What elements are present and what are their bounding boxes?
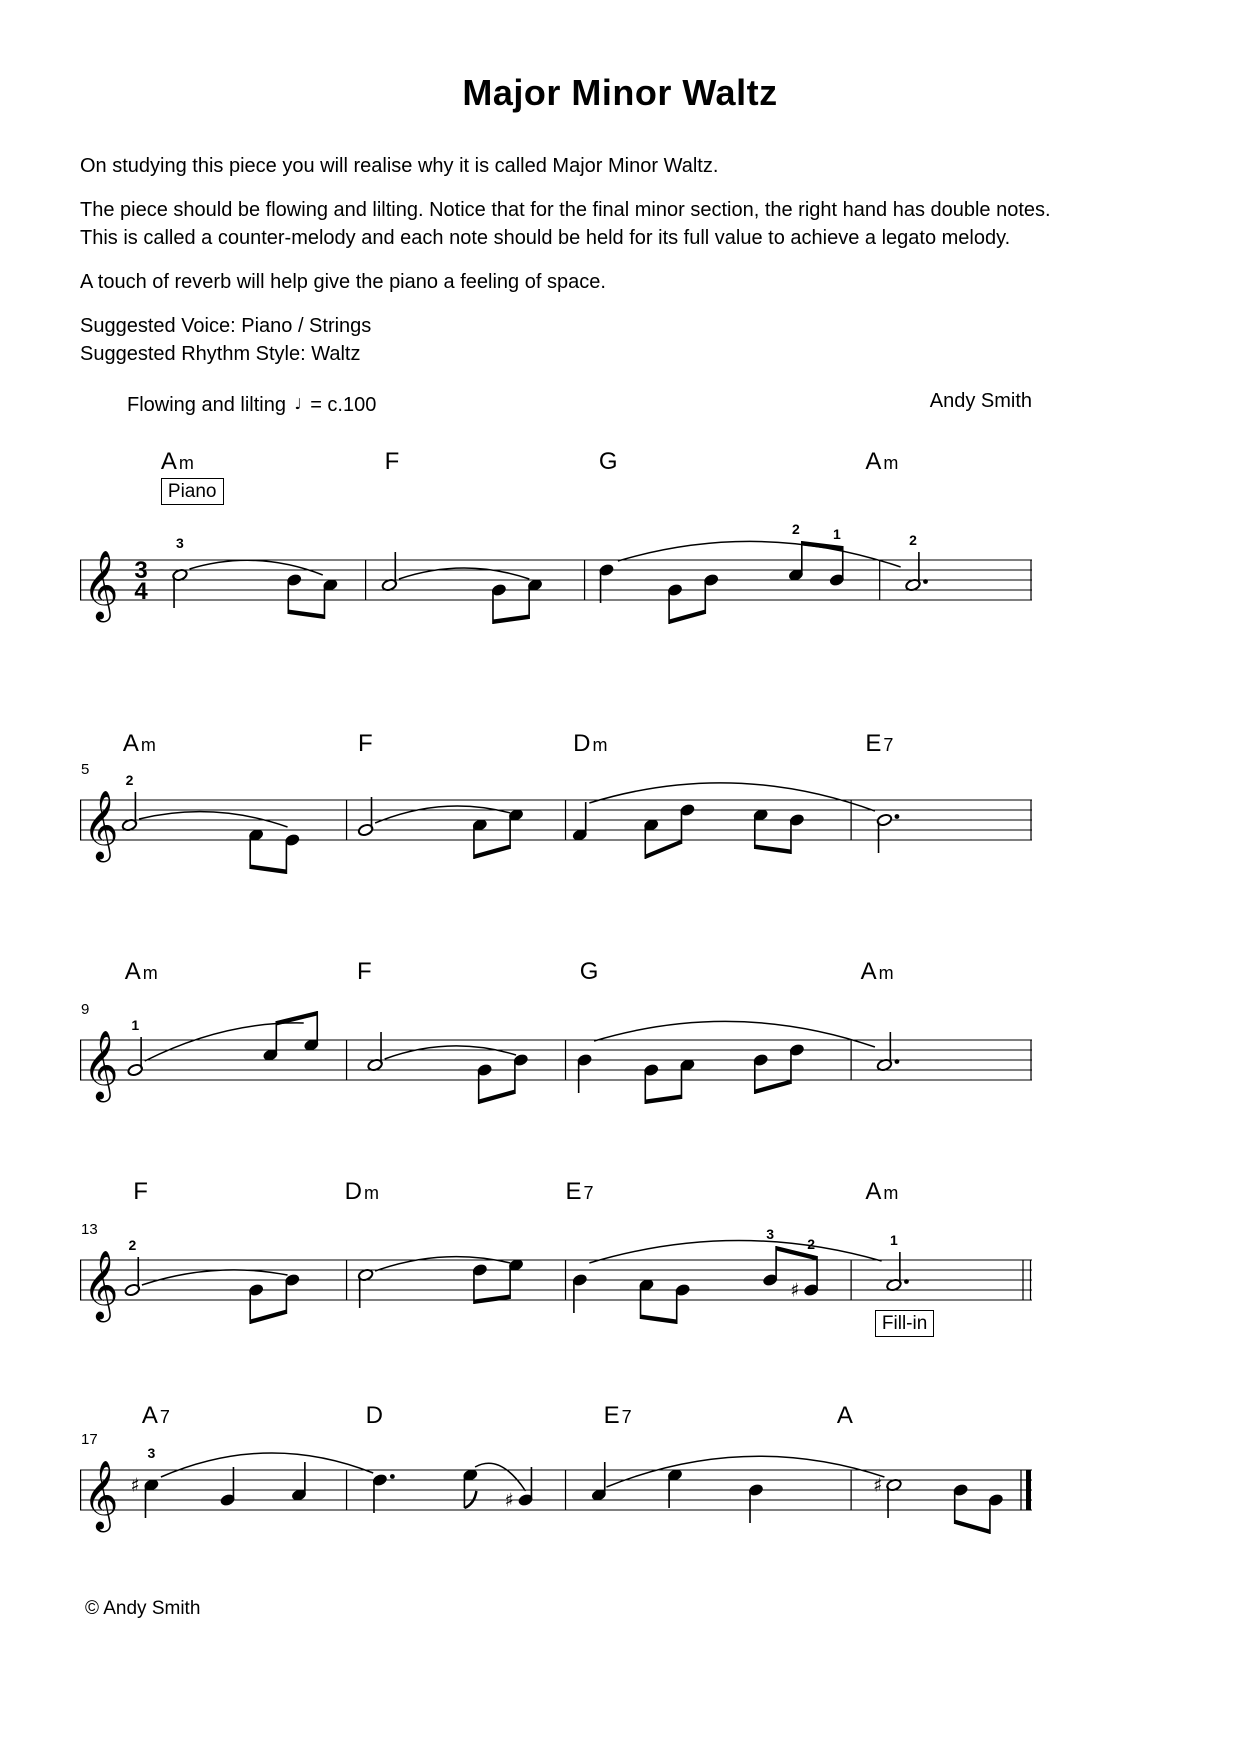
chord-root: A [865,448,882,475]
augmentation-dot [923,579,928,584]
tempo-text: Flowing and lilting [127,394,286,416]
sharp-icon: ♯ [872,1474,883,1497]
slur [145,1023,304,1061]
fingering-number: 3 [176,535,184,551]
chord-suffix: m [883,453,899,473]
chord-suffix: m [592,735,608,755]
slur [161,1453,373,1477]
instrument-label: Piano [161,478,224,505]
chord-label [125,958,158,986]
slur [589,783,875,811]
chord-root: F [357,958,372,985]
treble-clef-icon: 𝄞 [83,790,119,860]
fingering-number: 3 [766,1226,775,1242]
chord-label [861,958,894,986]
sharp-icon: ♯ [130,1474,140,1497]
chord-root: A [124,958,141,985]
chord-suffix: 7 [621,1407,632,1427]
fingering-number: 2 [128,1237,137,1253]
beam [250,1310,286,1325]
chord-root: E [565,1178,582,1205]
fingering-number: 2 [909,532,917,548]
intro-line: Suggested Rhythm Style: Waltz [80,343,361,365]
sharp-icon: ♯ [504,1489,514,1512]
slur [375,1257,510,1271]
staff-system-5 [80,1425,1032,1575]
measure-number: 9 [81,1001,90,1018]
staff-system-4 [80,1215,1032,1365]
chord-suffix: m [878,963,894,983]
treble-clef-icon: 𝄞 [83,1030,119,1100]
treble-clef-icon: 𝄞 [83,1460,119,1530]
chord-suffix: 7 [883,735,894,755]
beam [755,1080,791,1095]
sharp-icon: ♯ [790,1279,800,1302]
intro-line: The piece should be flowing and lilting. Notice that for the final minor section, the right hand has double notes. [80,199,1051,221]
beam [669,610,705,625]
staff-system-1 [80,515,1032,665]
quarter-note-icon: ♩ [294,395,302,413]
staff-system-3 [80,995,1032,1145]
chord-label [865,448,898,476]
chord-root: D [573,730,591,757]
beam [288,610,324,620]
chord-label [865,730,893,758]
chord-label [123,730,156,758]
fingering-number: 3 [147,1445,156,1461]
page-title: Major Minor Waltz [462,72,778,113]
fill-in-label: Fill-in [875,1310,934,1337]
slur [618,541,901,567]
chord-root: A [160,448,177,475]
augmentation-dot [895,1059,900,1064]
chord-root: A [865,1178,882,1205]
chord-root: D [365,1402,383,1429]
fingering-number: 1 [890,1232,898,1248]
beam [802,541,843,551]
beam [755,845,791,855]
slur [189,560,322,575]
intro-line: A touch of reverb will help give the piano a feeling of space. [80,271,606,293]
chord-root: A [122,730,139,757]
beam [474,1295,510,1305]
chord-suffix: m [140,735,156,755]
chord-root: G [579,958,599,985]
beam [479,1090,515,1105]
augmentation-dot [895,814,900,819]
intro-line: On studying this piece you will realise why it is called Major Minor Waltz. [80,155,719,177]
chord-suffix: m [363,1183,379,1203]
chord-label [573,730,607,758]
slur [606,1456,884,1487]
final-barline [1026,1470,1031,1510]
chord-root: F [384,448,400,475]
fingering-number: 2 [807,1236,816,1252]
composer-name: Andy Smith [929,390,1032,412]
chord-root: A [141,1402,158,1429]
chord-label [580,958,601,986]
staff-system-2 [80,755,1032,905]
copyright-notice: © Andy Smith [85,1598,201,1619]
fingering-number: 1 [832,526,841,542]
chord-suffix: m [178,453,194,473]
time-signature-bottom: 4 [134,578,148,605]
fingering-number: 2 [792,521,800,537]
chord-root: F [133,1178,148,1205]
slur [385,1046,516,1059]
chord-suffix: m [142,963,158,983]
measure-number: 17 [81,1431,98,1448]
chord-root: D [344,1178,362,1205]
tempo-value: = c.100 [310,394,377,416]
beam [493,615,529,625]
beam [645,1095,681,1105]
chord-root: F [357,730,373,757]
augmentation-dot [390,1474,395,1479]
chord-label [385,448,402,476]
chord-suffix: 7 [159,1407,170,1427]
chord-label [357,958,374,986]
fingering-number: 1 [131,1017,140,1033]
beam [474,845,510,860]
treble-clef-icon: 𝄞 [83,550,119,620]
slur [594,1021,875,1047]
time-signature-top: 3 [134,557,148,584]
chord-label [161,448,194,476]
chord-label [133,1178,150,1206]
beam [641,1315,677,1325]
treble-clef-icon: 𝄞 [83,1250,119,1320]
beam [955,1520,990,1535]
chord-suffix: m [883,1183,899,1203]
chord-root: A [836,1402,853,1429]
beam [250,865,286,875]
fingering-number: 2 [125,772,134,788]
intro-line: This is called a counter-melody and each note should be held for its full value to achieve a legato melody. [80,227,1011,249]
chord-root: A [860,958,877,985]
chord-label [345,1178,379,1206]
augmentation-dot [904,1279,909,1284]
chord-root: E [603,1402,620,1429]
chord-suffix: 7 [583,1183,594,1203]
chord-label [865,1178,898,1206]
slur [139,812,288,827]
chord-label [599,448,620,476]
measure-number: 13 [81,1221,98,1238]
slur [142,1270,288,1285]
slur [475,1463,525,1491]
chord-label [358,730,375,758]
chord-root: G [598,448,618,475]
chord-label [566,1178,594,1206]
intro-line: Suggested Voice: Piano / Strings [80,315,372,337]
beam [645,840,681,860]
chord-root: E [865,730,882,757]
measure-number: 5 [81,761,90,778]
